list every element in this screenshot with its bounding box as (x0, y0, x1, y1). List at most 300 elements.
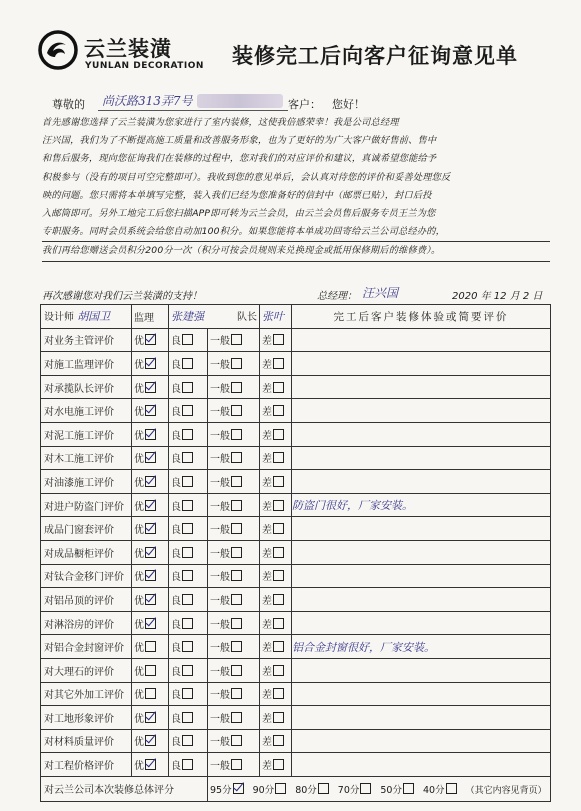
rating-option-cell (208, 588, 260, 612)
rating-option-cell (169, 611, 208, 635)
rating-checkbox[interactable] (182, 429, 193, 440)
rating-option-label: 差 (262, 572, 272, 584)
rating-option-label: 良 (171, 430, 181, 442)
rating-option-label: 差 (262, 477, 272, 489)
rating-option-label: 优 (134, 666, 144, 678)
rating-option-label: 差 (262, 761, 272, 773)
rating-option-label: 差 (262, 713, 272, 725)
rating-checkbox[interactable] (231, 594, 242, 605)
rating-option-label: 优 (134, 525, 144, 537)
rating-checkbox[interactable] (145, 523, 156, 534)
rating-checkbox[interactable] (231, 358, 242, 369)
letter-line: 积极参与（没有的项目可空完整即可）。我收到您的意见单后，会认真对待您的评价和妥善处理您反 (42, 171, 451, 183)
rating-checkbox[interactable] (231, 665, 242, 676)
rating-checkbox[interactable] (145, 405, 156, 416)
evaluation-item-label: 对大理石的评价 (41, 658, 132, 682)
rating-checkbox[interactable] (182, 500, 193, 511)
evaluation-item-label: 对施工监理评价 (41, 352, 132, 376)
evaluation-item-label: 对水电施工评价 (41, 399, 132, 423)
rating-checkbox[interactable] (231, 429, 242, 440)
brand-name-en: YUNLAN DECORATION (85, 61, 204, 71)
rating-option-label: 差 (262, 666, 272, 678)
rating-option-label: 差 (262, 359, 272, 371)
supervisor-label: 监理 (132, 305, 169, 329)
rating-checkbox[interactable] (145, 618, 156, 629)
rating-option-cell (132, 635, 169, 659)
comment-cell[interactable] (292, 352, 551, 376)
rating-checkbox[interactable] (182, 641, 193, 652)
rating-option-label: 一般 (210, 713, 230, 725)
rating-option-cell (132, 729, 169, 753)
rating-option-label: 差 (262, 383, 272, 395)
rating-checkbox[interactable] (273, 382, 284, 393)
rating-option-label: 优 (134, 336, 144, 348)
rating-checkbox[interactable] (273, 641, 284, 652)
rating-option-cell (132, 399, 169, 423)
rating-checkbox[interactable] (182, 594, 193, 605)
rating-option-cell (169, 422, 208, 446)
rating-checkbox[interactable] (182, 358, 193, 369)
rating-option-label: 一般 (210, 359, 230, 371)
rating-option-label: 差 (262, 619, 272, 631)
rating-option-label: 良 (171, 383, 181, 395)
rating-checkbox[interactable] (145, 429, 156, 440)
comment-cell[interactable] (292, 753, 551, 777)
rating-checkbox[interactable] (145, 500, 156, 511)
rating-option-cell (208, 753, 260, 777)
evaluation-item-label: 对业务主管评价 (41, 328, 132, 352)
rating-option-cell (132, 422, 169, 446)
rating-option-cell (132, 753, 169, 777)
rating-option-label: 优 (134, 690, 144, 702)
rating-option-cell (260, 588, 292, 612)
rating-option-cell (169, 446, 208, 470)
rating-option-cell (260, 611, 292, 635)
rating-checkbox[interactable] (273, 735, 284, 746)
rating-checkbox[interactable] (182, 452, 193, 463)
rating-option-label: 差 (262, 690, 272, 702)
rating-option-label: 一般 (210, 383, 230, 395)
rating-option-label: 优 (134, 713, 144, 725)
rating-option-label: 良 (171, 737, 181, 749)
brand-name-cn: 云兰装潢 (84, 37, 172, 61)
table-row (41, 540, 551, 564)
foreman-label: 队长 (237, 312, 257, 324)
rating-option-label: 优 (134, 501, 144, 513)
rating-checkbox[interactable] (273, 618, 284, 629)
rating-checkbox[interactable] (182, 476, 193, 487)
comment-cell[interactable] (292, 588, 551, 612)
rating-option-label: 差 (262, 548, 272, 560)
rating-option-label: 优 (134, 572, 144, 584)
rating-option-label: 一般 (210, 737, 230, 749)
score-checkbox[interactable] (233, 783, 244, 794)
rating-option-label: 一般 (210, 454, 230, 466)
rating-option-cell (169, 564, 208, 588)
comment-cell[interactable] (292, 399, 551, 423)
rating-option-label: 一般 (210, 525, 230, 537)
rating-option-cell (260, 682, 292, 706)
evaluation-item-label: 对工程价格评价 (41, 753, 132, 777)
rating-option-label: 良 (171, 336, 181, 348)
rating-option-cell (208, 635, 260, 659)
comment-header: 完工后客户装修体验或简要评价 (292, 305, 551, 329)
evaluation-item-label: 对铝合金封窗评价 (41, 635, 132, 659)
score-option-label: 50分 (380, 784, 402, 796)
comment-cell[interactable] (292, 446, 551, 470)
rating-checkbox[interactable] (273, 712, 284, 723)
rating-checkbox[interactable] (231, 735, 242, 746)
score-option-label: 70分 (337, 784, 360, 796)
rating-option-label: 良 (171, 359, 181, 371)
rating-checkbox[interactable] (182, 570, 193, 581)
letter-line: 我们再给您赠送会员积分200分一次（积分可按会员规则来兑换现金或抵用保修期后的维修费）。 (42, 242, 550, 261)
rating-option-label: 优 (134, 761, 144, 773)
rating-option-cell (260, 470, 292, 494)
rating-option-label: 优 (134, 477, 144, 489)
rating-option-label: 一般 (210, 572, 230, 584)
rating-option-label: 优 (134, 643, 144, 655)
evaluation-item-label: 成品门窗套评价 (41, 517, 132, 541)
rating-option-label: 良 (171, 525, 181, 537)
comment-cell[interactable] (292, 422, 551, 446)
rating-checkbox[interactable] (231, 452, 242, 463)
rating-checkbox[interactable] (145, 382, 156, 393)
rating-option-label: 优 (134, 383, 144, 395)
rating-option-label: 优 (134, 454, 144, 466)
rating-option-cell (169, 399, 208, 423)
evaluation-item-label: 对进户防盗门评价 (41, 493, 132, 517)
rating-option-cell (132, 493, 169, 517)
evaluation-item-label: 对承揽队长评价 (41, 375, 132, 399)
rating-checkbox[interactable] (273, 523, 284, 534)
rating-option-cell (169, 635, 208, 659)
score-checkbox[interactable] (446, 783, 457, 794)
rating-checkbox[interactable] (145, 334, 156, 345)
designer-label: 设计师 (44, 312, 74, 324)
rating-checkbox[interactable] (145, 712, 156, 723)
table-row (41, 564, 551, 588)
evaluation-item-label: 对材料质量评价 (41, 729, 132, 753)
rating-option-cell (260, 635, 292, 659)
greeting-row (52, 92, 552, 114)
score-option-label: 95分 (210, 784, 232, 796)
rating-checkbox[interactable] (273, 358, 284, 369)
rating-option-label: 良 (171, 454, 181, 466)
rating-option-cell (260, 729, 292, 753)
rating-option-cell (169, 375, 208, 399)
table-row (41, 611, 551, 635)
rating-checkbox[interactable] (182, 759, 193, 770)
table-row (41, 446, 551, 470)
comment-cell[interactable]: 防盗门很好，厂家安装。 (292, 493, 551, 517)
rating-option-label: 差 (262, 430, 272, 442)
overall-score-row (41, 776, 551, 801)
rating-option-cell (169, 540, 208, 564)
table-row (41, 375, 551, 399)
rating-option-cell (208, 352, 260, 376)
score-option-label: 40分 (422, 784, 445, 796)
rating-option-cell (208, 375, 260, 399)
rating-checkbox[interactable] (145, 547, 156, 558)
greeting-label: 尊敬的 (52, 98, 85, 111)
rating-option-label: 良 (171, 690, 181, 702)
comment-cell[interactable] (292, 540, 551, 564)
rating-checkbox[interactable] (273, 594, 284, 605)
document-title: 装修完工后向客户征询意见单 (232, 44, 518, 68)
rating-option-label: 良 (171, 407, 181, 419)
evaluation-item-label: 对其它外加工评价 (41, 682, 132, 706)
rating-checkbox[interactable] (273, 570, 284, 581)
rating-option-label: 差 (262, 336, 272, 348)
rating-option-cell (208, 564, 260, 588)
rating-option-cell (260, 352, 292, 376)
rating-option-cell (132, 611, 169, 635)
rating-option-label: 良 (171, 713, 181, 725)
comment-cell[interactable] (292, 682, 551, 706)
rating-option-cell (208, 328, 260, 352)
rating-option-label: 优 (134, 737, 144, 749)
comment-cell[interactable] (292, 470, 551, 494)
rating-option-cell (132, 682, 169, 706)
table-row (41, 658, 551, 682)
comment-cell[interactable] (292, 328, 551, 352)
rating-option-cell (260, 564, 292, 588)
rating-checkbox[interactable] (231, 759, 242, 770)
table-row (41, 493, 551, 517)
rating-option-label: 优 (134, 359, 144, 371)
designer-value[interactable]: 胡国卫 (77, 310, 111, 324)
table-row (41, 635, 551, 659)
rating-option-cell (208, 446, 260, 470)
rating-checkbox[interactable] (182, 405, 193, 416)
comment-cell[interactable] (292, 611, 551, 635)
rating-checkbox[interactable] (273, 547, 284, 558)
score-checkbox[interactable] (275, 783, 286, 794)
table-row (41, 399, 551, 423)
rating-option-label: 一般 (210, 619, 230, 631)
table-row (41, 729, 551, 753)
rating-option-label: 一般 (210, 548, 230, 560)
table-row (41, 422, 551, 446)
letter-line: 汪兴国，我们为了不断提高施工质量和改善服务形象，也为了更好的为广大客户做好售前、售中 (42, 135, 437, 147)
rating-option-cell (132, 375, 169, 399)
rating-option-cell (132, 352, 169, 376)
rating-checkbox[interactable] (145, 735, 156, 746)
customer-label: 客户： (288, 98, 321, 111)
rating-option-cell (132, 588, 169, 612)
rating-option-cell (260, 399, 292, 423)
evaluation-item-label: 对泥工施工评价 (41, 422, 132, 446)
score-checkbox[interactable] (360, 783, 371, 794)
rating-checkbox[interactable] (231, 712, 242, 723)
rating-option-cell (169, 517, 208, 541)
rating-option-label: 优 (134, 548, 144, 560)
table-row (41, 517, 551, 541)
see-back-note: （其它内容见背页） (465, 785, 547, 796)
overall-score-options (208, 776, 551, 801)
rating-checkbox[interactable] (273, 334, 284, 345)
rating-checkbox[interactable] (231, 688, 242, 699)
rating-checkbox[interactable] (145, 570, 156, 581)
rating-checkbox[interactable] (145, 476, 156, 487)
rating-checkbox[interactable] (182, 334, 193, 345)
table-row (41, 588, 551, 612)
rating-checkbox[interactable] (182, 688, 193, 699)
rating-option-cell (132, 470, 169, 494)
rating-option-cell (208, 493, 260, 517)
rating-option-cell (132, 446, 169, 470)
greeting-hello: 您好！ (332, 98, 365, 111)
table-row (41, 753, 551, 777)
rating-option-label: 一般 (210, 477, 230, 489)
rating-option-label: 良 (171, 643, 181, 655)
rating-checkbox[interactable] (182, 665, 193, 676)
evaluation-table (40, 304, 551, 802)
rating-option-cell (208, 682, 260, 706)
customer-address-handwritten: 尚沃路313弄7号 (102, 94, 193, 108)
rating-option-label: 差 (262, 407, 272, 419)
rating-checkbox[interactable] (182, 382, 193, 393)
rating-checkbox[interactable] (231, 618, 242, 629)
score-option (338, 782, 372, 796)
rating-option-label: 差 (262, 454, 272, 466)
rating-checkbox[interactable] (231, 334, 242, 345)
rating-option-label: 优 (134, 595, 144, 607)
rating-option-cell (260, 446, 292, 470)
rating-checkbox[interactable] (231, 405, 242, 416)
rating-checkbox[interactable] (231, 641, 242, 652)
designer-cell (41, 305, 132, 329)
evaluation-item-label: 对油漆施工评价 (41, 470, 132, 494)
rating-checkbox[interactable] (182, 618, 193, 629)
gm-signature: 汪兴国 (362, 286, 399, 300)
rating-option-label: 差 (262, 501, 272, 513)
comment-cell[interactable] (292, 564, 551, 588)
rating-option-label: 一般 (210, 501, 230, 513)
rating-checkbox[interactable] (182, 547, 193, 558)
foreman-value[interactable]: 张叶 (262, 310, 284, 324)
rating-option-label: 差 (262, 595, 272, 607)
evaluation-item-label: 对木工施工评价 (41, 446, 132, 470)
rating-option-cell (208, 517, 260, 541)
evaluation-item-label: 对淋浴房的评价 (41, 611, 132, 635)
rating-checkbox[interactable] (231, 570, 242, 581)
gm-label: 总经理： (317, 291, 357, 302)
rating-checkbox[interactable] (273, 688, 284, 699)
rating-option-label: 良 (171, 477, 181, 489)
rating-option-cell (169, 352, 208, 376)
rating-option-cell (169, 493, 208, 517)
rating-option-label: 良 (171, 666, 181, 678)
rating-option-cell (169, 753, 208, 777)
rating-checkbox[interactable] (145, 452, 156, 463)
rating-option-label: 一般 (210, 336, 230, 348)
score-checkbox[interactable] (403, 783, 414, 794)
table-row (41, 706, 551, 730)
rating-checkbox[interactable] (182, 523, 193, 534)
letter-body (42, 114, 550, 262)
rating-checkbox[interactable] (182, 712, 193, 723)
form-date: 2020 年 12 月 2 日 (452, 291, 543, 302)
rating-checkbox[interactable] (273, 405, 284, 416)
rating-checkbox[interactable] (273, 665, 284, 676)
rating-option-label: 良 (171, 761, 181, 773)
comment-cell[interactable] (292, 375, 551, 399)
overall-score-label: 对云兰公司本次装修总体评分 (41, 776, 208, 801)
rating-checkbox[interactable] (231, 382, 242, 393)
rating-option-cell (169, 729, 208, 753)
rating-checkbox[interactable] (273, 429, 284, 440)
comment-cell[interactable] (292, 729, 551, 753)
rating-checkbox[interactable] (145, 641, 156, 652)
rating-option-label: 差 (262, 643, 272, 655)
rating-checkbox[interactable] (273, 452, 284, 463)
comment-cell[interactable] (292, 658, 551, 682)
comment-cell[interactable] (292, 706, 551, 730)
rating-checkbox[interactable] (231, 500, 242, 511)
rating-checkbox[interactable] (231, 476, 242, 487)
comment-cell[interactable] (292, 517, 551, 541)
rating-option-label: 良 (171, 595, 181, 607)
rating-option-cell (169, 328, 208, 352)
letter-line: 映的问题。您只需将本单填写完整，装入我们已经为您准备好的信封中（邮票已贴），封口后投 (42, 189, 432, 201)
rating-option-label: 一般 (210, 643, 230, 655)
score-option-label: 80分 (295, 784, 317, 796)
rating-option-label: 良 (171, 501, 181, 513)
rating-option-label: 良 (171, 619, 181, 631)
rating-option-label: 一般 (210, 690, 230, 702)
table-header-row (41, 305, 551, 329)
table-row (41, 682, 551, 706)
rating-checkbox[interactable] (231, 547, 242, 558)
score-checkbox[interactable] (318, 783, 329, 794)
score-option (295, 782, 329, 796)
rating-option-label: 差 (262, 525, 272, 537)
rating-option-cell (169, 682, 208, 706)
rating-checkbox[interactable] (145, 665, 156, 676)
rating-option-cell (260, 706, 292, 730)
rating-checkbox[interactable] (145, 358, 156, 369)
rating-checkbox[interactable] (145, 759, 156, 770)
rating-option-cell (208, 540, 260, 564)
closing-text: 再次感谢您对我们云兰装潢的支持！ (42, 291, 202, 302)
rating-checkbox[interactable] (273, 759, 284, 770)
comment-cell[interactable]: 铝合金封窗很好，厂家安装。 (292, 635, 551, 659)
rating-option-cell (132, 564, 169, 588)
rating-option-label: 差 (262, 737, 272, 749)
rating-option-label: 优 (134, 430, 144, 442)
rating-checkbox[interactable] (145, 688, 156, 699)
rating-option-cell (260, 540, 292, 564)
rating-checkbox[interactable] (273, 476, 284, 487)
rating-option-cell (169, 658, 208, 682)
rating-option-cell (260, 658, 292, 682)
table-row (41, 352, 551, 376)
score-option (210, 782, 244, 796)
rating-checkbox[interactable] (182, 735, 193, 746)
supervisor-value[interactable]: 张建强 (171, 310, 204, 324)
letter-line: 专职服务。同时会员系统会给您自动加100积分。如果您能将本单成功回寄给云兰公司总经办的， (42, 223, 550, 242)
evaluation-item-label: 对工地形象评价 (41, 706, 132, 730)
rating-checkbox[interactable] (231, 523, 242, 534)
rating-option-cell (132, 658, 169, 682)
rating-checkbox[interactable] (145, 594, 156, 605)
rating-option-cell (169, 588, 208, 612)
rating-checkbox[interactable] (273, 500, 284, 511)
table-row (41, 328, 551, 352)
rating-option-label: 良 (171, 548, 181, 560)
